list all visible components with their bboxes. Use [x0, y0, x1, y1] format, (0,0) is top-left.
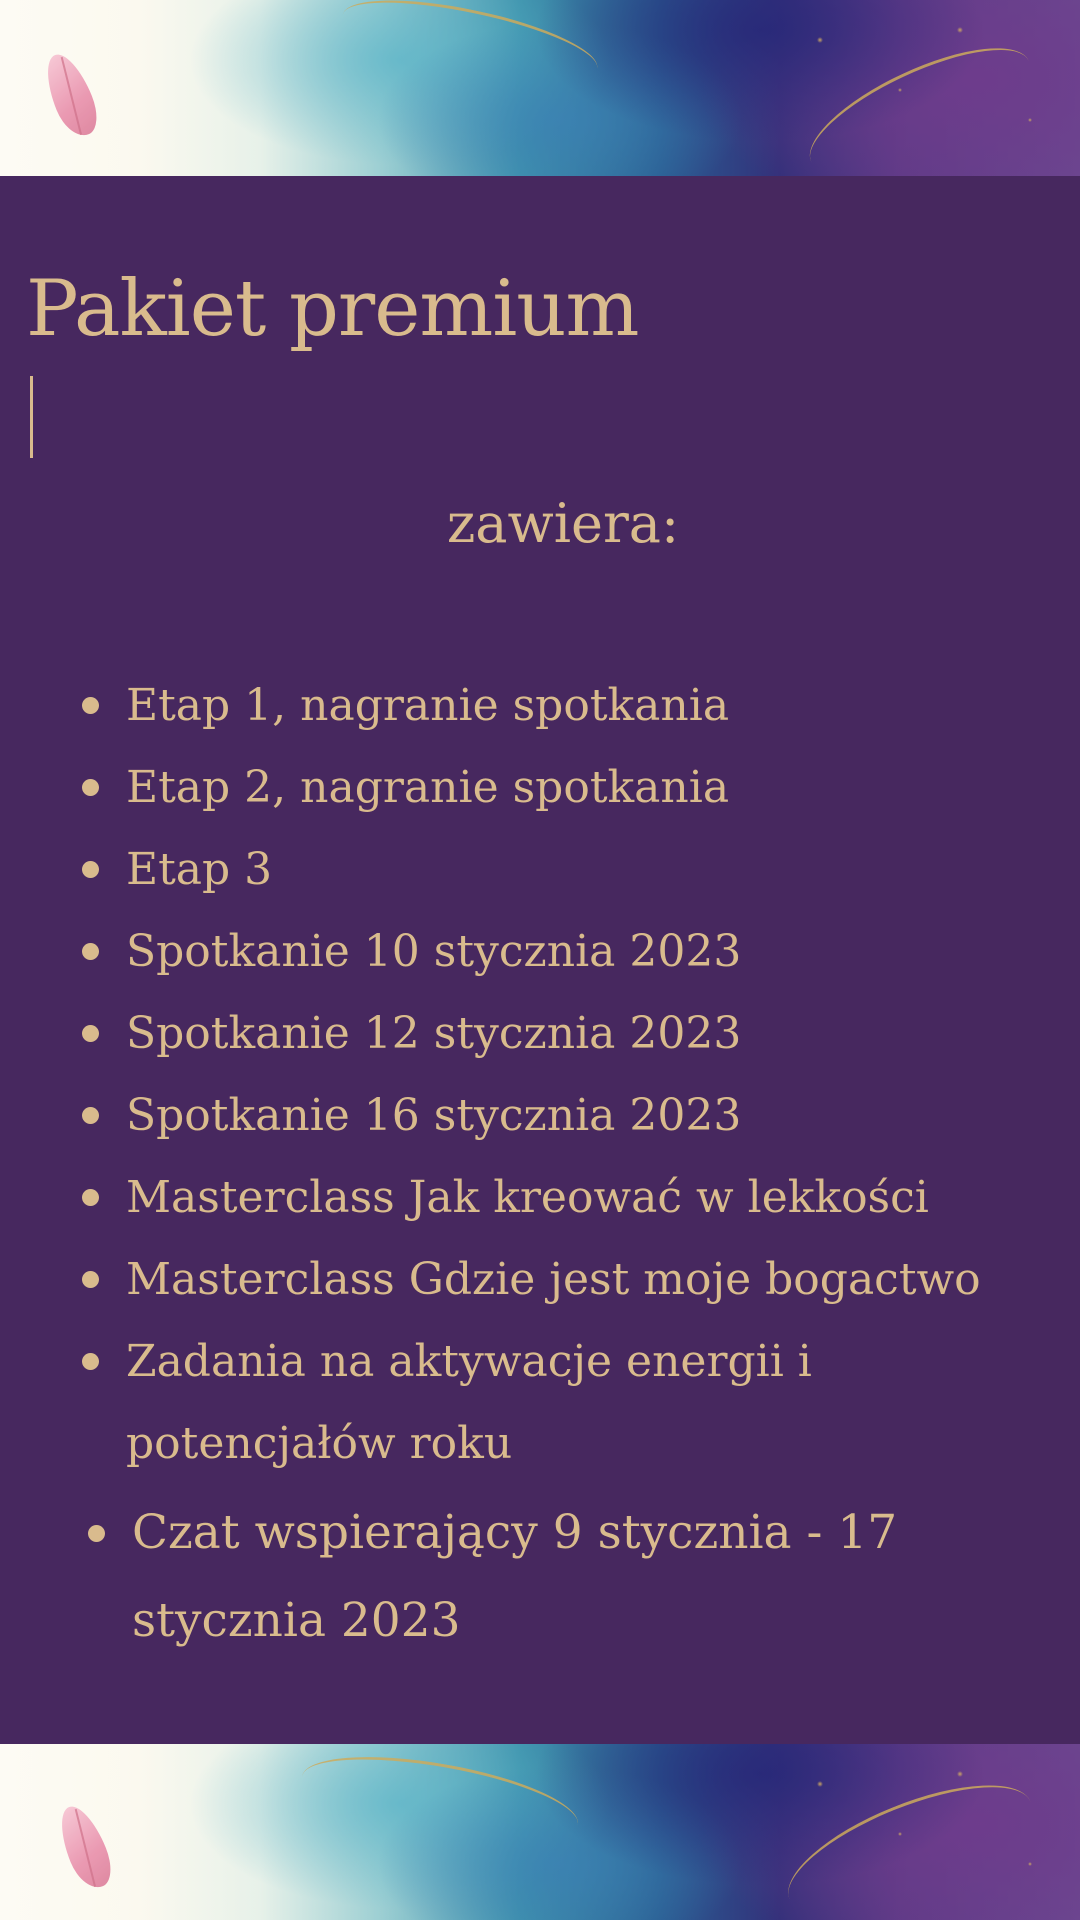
bottom-decorative-band [0, 1744, 1080, 1920]
bullet-icon [82, 1025, 99, 1042]
bullet-icon [82, 943, 99, 960]
package-contents-list [0, 665, 1080, 1665]
bullet-icon [88, 1525, 105, 1542]
bullet-icon [82, 1353, 99, 1370]
bullet-icon [82, 1189, 99, 1206]
bullet-icon [82, 1271, 99, 1288]
list-item [0, 1239, 1080, 1321]
list-item-label: Zadania na aktywacje energii i potencjałów roku [126, 1336, 812, 1469]
list-item-label: Czat wspierający 9 stycznia - 17 stycznia 2023 [132, 1505, 898, 1648]
list-item [0, 829, 1080, 911]
list-item-label: Etap 3 [126, 844, 273, 895]
bullet-icon [82, 861, 99, 878]
list-item [0, 1157, 1080, 1239]
page-title: Pakiet premium [26, 264, 639, 354]
top-decorative-band [0, 0, 1080, 176]
bullet-icon [82, 1107, 99, 1124]
list-item [0, 665, 1080, 747]
bullet-icon [82, 697, 99, 714]
list-item [0, 1489, 932, 1665]
bullet-icon [82, 779, 99, 796]
list-item-label: Masterclass Jak kreować w lekkości [126, 1172, 929, 1223]
list-item [0, 1075, 1080, 1157]
text-cursor [30, 376, 33, 458]
list-item [0, 747, 1080, 829]
list-item-label: Spotkanie 10 stycznia 2023 [126, 926, 742, 977]
list-item [0, 911, 1080, 993]
list-item-label: Spotkanie 12 stycznia 2023 [126, 1008, 742, 1059]
list-item [0, 1321, 896, 1485]
page-subtitle: zawiera: [446, 492, 680, 555]
list-item-label: Spotkanie 16 stycznia 2023 [126, 1090, 742, 1141]
list-item-label: Etap 1, nagranie spotkania [126, 680, 730, 731]
list-item [0, 993, 1080, 1075]
list-item-label: Masterclass Gdzie jest moje bogactwo [126, 1254, 981, 1305]
list-item-label: Etap 2, nagranie spotkania [126, 762, 730, 813]
